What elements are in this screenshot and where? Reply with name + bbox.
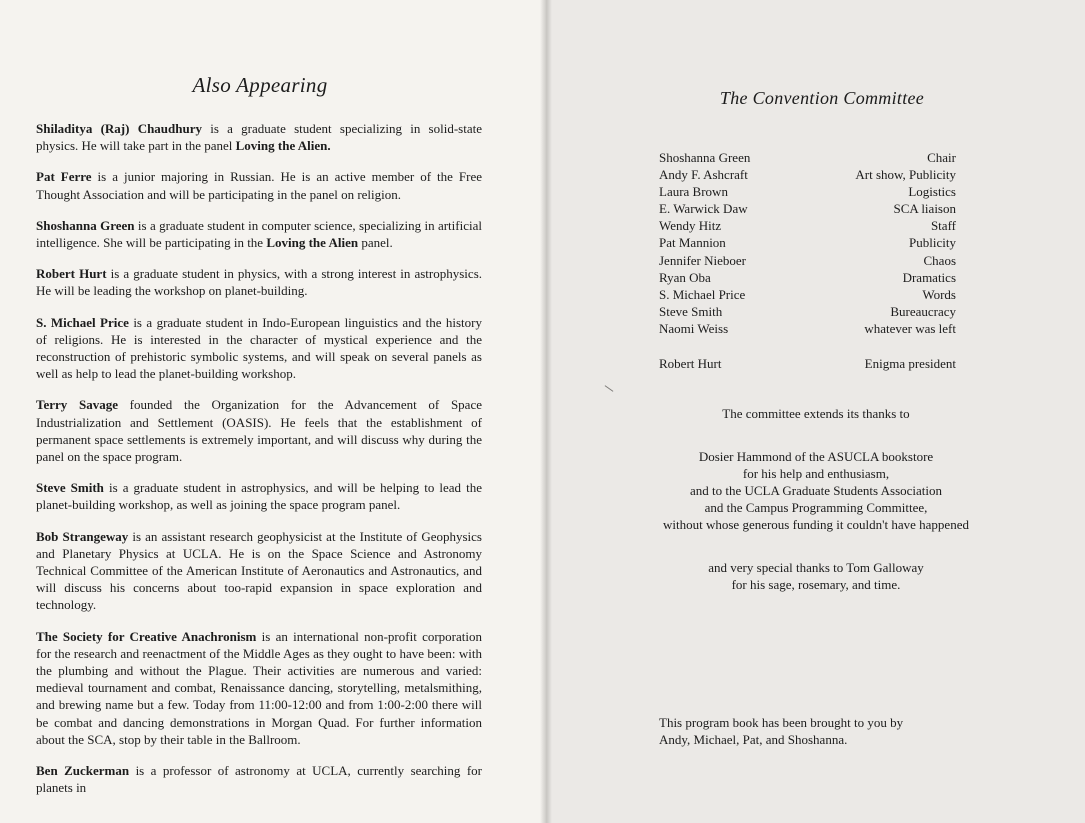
bio-paragraph xyxy=(36,314,482,383)
bio-paragraph xyxy=(36,528,482,614)
credits-line: Andy, Michael, Pat, and Shoshanna. xyxy=(659,732,848,748)
committee-row xyxy=(659,286,956,303)
bio-list xyxy=(36,120,482,811)
thanks-heading: The committee extends its thanks to xyxy=(722,406,910,421)
committee-member-name: Laura Brown xyxy=(659,184,728,200)
committee-member-role: Chair xyxy=(927,150,956,165)
committee-member-role: Logistics xyxy=(908,184,956,200)
committee-member-name: E. Warwick Daw xyxy=(659,201,748,217)
bio-name: The Society for Creative Anachronism xyxy=(36,628,257,644)
committee-member-role: whatever was left xyxy=(864,320,956,336)
bio-paragraph xyxy=(36,168,482,202)
thanks-line: for his help and enthusiasm, xyxy=(742,466,890,482)
bio-paragraph xyxy=(36,217,482,251)
thanks-line: Dosier Hammond of the ASUCLA bookstore xyxy=(698,449,934,464)
committee-member-name: Andy F. Ashcraft xyxy=(659,167,748,183)
thanks-block xyxy=(606,448,1026,533)
bio-name: Steve Smith xyxy=(36,480,104,496)
bio-name: Robert Hurt xyxy=(36,266,107,282)
bio-paragraph xyxy=(36,762,482,796)
committee-row xyxy=(659,303,956,320)
committee-member-name: S. Michael Price xyxy=(659,286,746,302)
book-spine xyxy=(540,0,552,823)
committee-member-role: Art show, Publicity xyxy=(855,167,956,183)
committee-member-name: Steve Smith xyxy=(659,303,723,319)
bio-panel-name: Loving the Alien. xyxy=(235,138,331,154)
committee-row xyxy=(659,320,956,337)
convention-committee-heading: The Convention Committee xyxy=(719,88,925,108)
president-name: Robert Hurt xyxy=(659,356,722,371)
bio-name: Shiladitya (Raj) Chaudhury xyxy=(36,121,202,136)
committee-row xyxy=(659,166,956,183)
special-thanks-line: for his sage, rosemary, and time. xyxy=(731,577,901,593)
bio-name: Shoshanna Green xyxy=(36,217,135,233)
bio-text: is a professor of astronomy at UCLA, currently searching for planets in xyxy=(36,763,483,796)
thanks-line: without whose generous funding it couldn't have happened xyxy=(663,517,969,533)
committee-member-role: Staff xyxy=(930,218,956,234)
committee-member-name: Naomi Weiss xyxy=(659,320,729,336)
committee-member-name: Wendy Hitz xyxy=(659,218,722,234)
committee-member-role: SCA liaison xyxy=(893,201,956,217)
special-thanks-block xyxy=(606,559,1026,593)
committee-member-name: Pat Mannion xyxy=(659,235,726,251)
committee-member-role: Chaos xyxy=(923,252,956,268)
bio-text: is an assistant research geophysicist at the Institute of Geophysics and Planetary Physics at UCLA. He is on the Space Science and Astronomy Technical Committee of the American Institute of Aeronautics and Astronautics, and will discuss his concerns about too-rapid expansion in space exploration and technology. xyxy=(36,528,482,613)
president-role: Enigma president xyxy=(864,356,956,371)
bio-name: Bob Strangeway xyxy=(36,528,129,544)
bio-name: Pat Ferre xyxy=(36,169,92,185)
thanks-line: and the Campus Programming Committee, xyxy=(704,500,928,516)
bio-paragraph xyxy=(36,265,482,299)
bio-paragraph xyxy=(36,120,482,154)
pencil-mark xyxy=(605,385,614,392)
bio-text: is a graduate student in Indo-European linguistics and the history of religions. He is interested in the character of mystical experience and the reconstruction of prehistoric symbolic systems, and will speak on several panels as well as help to lead the planet-building workshop. xyxy=(36,314,482,382)
committee-member-name: Shoshanna Green xyxy=(659,150,751,165)
bio-text: is a graduate student in physics, with a strong interest in astrophysics. He will be leading the workshop on planet-building. xyxy=(36,266,482,299)
committee-row xyxy=(659,183,956,200)
bio-paragraph xyxy=(36,479,482,513)
committee-member-role: Publicity xyxy=(909,235,956,251)
also-appearing-heading: Also Appearing xyxy=(192,73,328,97)
bio-text: is a junior majoring in Russian. He is an active member of the Free Thought Association and will be participating in the panel on religion. xyxy=(36,169,483,202)
committee-member-name: Jennifer Nieboer xyxy=(659,252,746,268)
credits-line: This program book has been brought to you by xyxy=(659,715,904,730)
committee-table xyxy=(659,149,956,337)
bio-name: Terry Savage xyxy=(36,397,118,413)
bio-name: S. Michael Price xyxy=(36,314,129,330)
bio-text: is a graduate student specializing in solid-state physics. He will take part in the panel xyxy=(36,121,482,154)
committee-row xyxy=(659,269,956,286)
bio-paragraph xyxy=(36,628,482,748)
right-page xyxy=(546,0,1085,823)
bio-name: Ben Zuckerman xyxy=(36,763,130,779)
bio-panel-name: Loving the Alien xyxy=(266,235,359,251)
bio-text: founded the Organization for the Advancement of Space Industrialization and Settlement (OASIS). He feels that the establishment of permanent space settlements is extremely important, and will discuss why during the panel on the space program. xyxy=(36,397,482,465)
committee-member-role: Words xyxy=(922,286,956,302)
thanks-line: and to the UCLA Graduate Students Association xyxy=(689,483,943,499)
committee-row xyxy=(659,149,956,166)
bio-tail: panel. xyxy=(358,235,393,251)
special-thanks-line: and very special thanks to Tom Galloway xyxy=(708,560,924,575)
committee-member-name: Ryan Oba xyxy=(659,269,711,285)
committee-row xyxy=(659,234,956,251)
bio-paragraph xyxy=(36,396,482,465)
committee-row xyxy=(659,217,956,234)
bio-text: is a graduate student in computer science, specializing in artificial intelligence. She will be participating in the xyxy=(36,217,482,251)
committee-row xyxy=(659,200,956,217)
committee-member-role: Bureaucracy xyxy=(890,303,956,319)
bio-text: is a graduate student in astrophysics, and will be helping to lead the planet-building workshop, as well as joining the space program panel. xyxy=(36,480,482,513)
bio-text: is an international non-profit corporation for the research and reenactment of the Middle Ages as they ought to have been: with the plumbing and without the Plague. Their activities are numerous and varied: medieval tournament and combat, Renaissance dancing, storytelling, metalsmithing, and brewing name but a few. Today from 11:00-12:00 and from 1:00-2:00 there will be combat and dancing demonstrations in Morgan Quad. For further information about the SCA, stop by their table in the Ballroom. xyxy=(36,628,482,747)
committee-member-role: Dramatics xyxy=(902,269,956,285)
credits-block xyxy=(659,714,1019,748)
committee-row xyxy=(659,252,956,269)
